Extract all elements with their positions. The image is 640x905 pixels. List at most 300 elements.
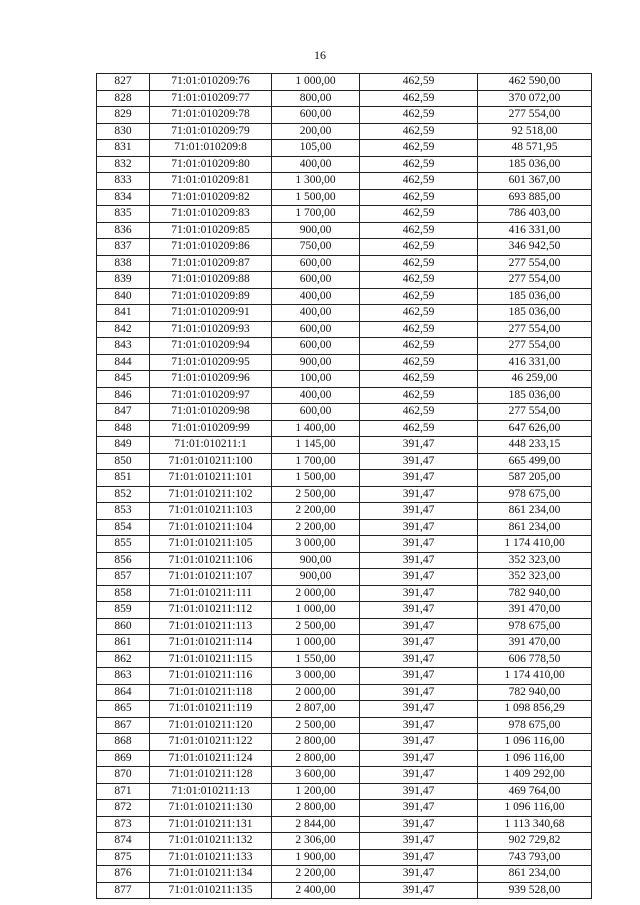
rate-cell: 391,47	[360, 800, 478, 817]
value-cell: 978 675,00	[478, 717, 592, 734]
value-cell: 277 554,00	[478, 107, 592, 124]
value-cell: 185 036,00	[478, 305, 592, 322]
value-cell: 606 778,50	[478, 651, 592, 668]
table-row	[97, 767, 592, 784]
rate-cell: 462,59	[360, 173, 478, 190]
area-cell: 2 200,00	[272, 519, 360, 536]
area-cell: 400,00	[272, 305, 360, 322]
row-number-cell: 861	[97, 635, 150, 652]
area-cell: 600,00	[272, 107, 360, 124]
rate-cell: 462,59	[360, 305, 478, 322]
cadastral-number-cell: 71:01:010211:105	[150, 536, 272, 553]
area-cell: 2 500,00	[272, 486, 360, 503]
area-cell: 2 500,00	[272, 618, 360, 635]
area-cell: 600,00	[272, 255, 360, 272]
value-cell: 1 096 116,00	[478, 800, 592, 817]
row-number-cell: 848	[97, 420, 150, 437]
value-cell: 391 470,00	[478, 602, 592, 619]
cadastral-number-cell: 71:01:010211:111	[150, 585, 272, 602]
cadastral-number-cell: 71:01:010211:132	[150, 833, 272, 850]
rate-cell: 462,59	[360, 255, 478, 272]
area-cell: 2 800,00	[272, 800, 360, 817]
cadastral-number-cell: 71:01:010209:86	[150, 239, 272, 256]
area-cell: 2 800,00	[272, 750, 360, 767]
cadastral-number-cell: 71:01:010209:94	[150, 338, 272, 355]
row-number-cell: 832	[97, 156, 150, 173]
value-cell: 1 098 856,29	[478, 701, 592, 718]
table-row	[97, 321, 592, 338]
rate-cell: 462,59	[360, 189, 478, 206]
area-cell: 2 000,00	[272, 585, 360, 602]
row-number-cell: 857	[97, 569, 150, 586]
area-cell: 1 000,00	[272, 74, 360, 91]
value-cell: 743 793,00	[478, 849, 592, 866]
table-row	[97, 635, 592, 652]
cadastral-number-cell: 71:01:010211:130	[150, 800, 272, 817]
table-row	[97, 519, 592, 536]
rate-cell: 391,47	[360, 767, 478, 784]
table-row	[97, 701, 592, 718]
row-number-cell: 858	[97, 585, 150, 602]
value-cell: 1 174 410,00	[478, 536, 592, 553]
row-number-cell: 872	[97, 800, 150, 817]
value-cell: 352 323,00	[478, 569, 592, 586]
rate-cell: 391,47	[360, 866, 478, 883]
table-row	[97, 90, 592, 107]
area-cell: 200,00	[272, 123, 360, 140]
area-cell: 2 306,00	[272, 833, 360, 850]
rate-cell: 462,59	[360, 123, 478, 140]
rate-cell: 391,47	[360, 486, 478, 503]
row-number-cell: 875	[97, 849, 150, 866]
rate-cell: 462,59	[360, 404, 478, 421]
value-cell: 48 571,95	[478, 140, 592, 157]
cadastral-number-cell: 71:01:010209:81	[150, 173, 272, 190]
area-cell: 400,00	[272, 288, 360, 305]
rate-cell: 462,59	[360, 239, 478, 256]
rate-cell: 391,47	[360, 882, 478, 899]
value-cell: 185 036,00	[478, 156, 592, 173]
row-number-cell: 835	[97, 206, 150, 223]
value-cell: 277 554,00	[478, 255, 592, 272]
value-cell: 861 234,00	[478, 503, 592, 520]
cadastral-number-cell: 71:01:010211:115	[150, 651, 272, 668]
row-number-cell: 833	[97, 173, 150, 190]
row-number-cell: 830	[97, 123, 150, 140]
cadastral-number-cell: 71:01:010211:134	[150, 866, 272, 883]
area-cell: 1 500,00	[272, 189, 360, 206]
table-row	[97, 206, 592, 223]
row-number-cell: 868	[97, 734, 150, 751]
table-row	[97, 272, 592, 289]
value-cell: 978 675,00	[478, 486, 592, 503]
row-number-cell: 859	[97, 602, 150, 619]
value-cell: 448 233,15	[478, 437, 592, 454]
table-row	[97, 338, 592, 355]
cadastral-number-cell: 71:01:010211:118	[150, 684, 272, 701]
area-cell: 900,00	[272, 222, 360, 239]
area-cell: 2 500,00	[272, 717, 360, 734]
table-row	[97, 734, 592, 751]
table-row	[97, 800, 592, 817]
area-cell: 900,00	[272, 552, 360, 569]
table-row	[97, 420, 592, 437]
row-number-cell: 845	[97, 371, 150, 388]
rate-cell: 391,47	[360, 470, 478, 487]
area-cell: 2 200,00	[272, 866, 360, 883]
page-number: 16	[314, 48, 326, 62]
cadastral-number-cell: 71:01:010209:85	[150, 222, 272, 239]
area-cell: 1 145,00	[272, 437, 360, 454]
rate-cell: 391,47	[360, 503, 478, 520]
cadastral-number-cell: 71:01:010211:103	[150, 503, 272, 520]
table-row	[97, 536, 592, 553]
table-row	[97, 437, 592, 454]
row-number-cell: 831	[97, 140, 150, 157]
cadastral-number-cell: 71:01:010209:96	[150, 371, 272, 388]
rate-cell: 391,47	[360, 585, 478, 602]
value-cell: 902 729,82	[478, 833, 592, 850]
row-number-cell: 838	[97, 255, 150, 272]
table-row	[97, 107, 592, 124]
rate-cell: 462,59	[360, 321, 478, 338]
row-number-cell: 863	[97, 668, 150, 685]
row-number-cell: 840	[97, 288, 150, 305]
value-cell: 277 554,00	[478, 321, 592, 338]
rate-cell: 462,59	[360, 387, 478, 404]
table-row	[97, 305, 592, 322]
area-cell: 3 600,00	[272, 767, 360, 784]
value-cell: 277 554,00	[478, 404, 592, 421]
table-row	[97, 569, 592, 586]
row-number-cell: 829	[97, 107, 150, 124]
value-cell: 462 590,00	[478, 74, 592, 91]
value-cell: 185 036,00	[478, 387, 592, 404]
land-plot-table	[96, 73, 592, 899]
value-cell: 939 528,00	[478, 882, 592, 899]
cadastral-number-cell: 71:01:010211:101	[150, 470, 272, 487]
cadastral-number-cell: 71:01:010211:119	[150, 701, 272, 718]
rate-cell: 391,47	[360, 635, 478, 652]
rate-cell: 391,47	[360, 684, 478, 701]
value-cell: 786 403,00	[478, 206, 592, 223]
cadastral-number-cell: 71:01:010211:13	[150, 783, 272, 800]
value-cell: 601 367,00	[478, 173, 592, 190]
rate-cell: 391,47	[360, 536, 478, 553]
cadastral-number-cell: 71:01:010211:106	[150, 552, 272, 569]
rate-cell: 462,59	[360, 156, 478, 173]
rate-cell: 391,47	[360, 668, 478, 685]
cadastral-number-cell: 71:01:010211:131	[150, 816, 272, 833]
cadastral-number-cell: 71:01:010209:79	[150, 123, 272, 140]
row-number-cell: 870	[97, 767, 150, 784]
table-row	[97, 717, 592, 734]
cadastral-number-cell: 71:01:010211:124	[150, 750, 272, 767]
row-number-cell: 864	[97, 684, 150, 701]
cadastral-number-cell: 71:01:010211:120	[150, 717, 272, 734]
rate-cell: 462,59	[360, 107, 478, 124]
row-number-cell: 828	[97, 90, 150, 107]
cadastral-number-cell: 71:01:010209:83	[150, 206, 272, 223]
table-row	[97, 668, 592, 685]
table-row	[97, 816, 592, 833]
value-cell: 1 113 340,68	[478, 816, 592, 833]
rate-cell: 391,47	[360, 437, 478, 454]
rate-cell: 462,59	[360, 74, 478, 91]
table-body	[97, 74, 592, 899]
table-row	[97, 156, 592, 173]
rate-cell: 391,47	[360, 569, 478, 586]
row-number-cell: 874	[97, 833, 150, 850]
cadastral-number-cell: 71:01:010211:104	[150, 519, 272, 536]
rate-cell: 462,59	[360, 338, 478, 355]
area-cell: 600,00	[272, 338, 360, 355]
rate-cell: 391,47	[360, 701, 478, 718]
table-row	[97, 453, 592, 470]
row-number-cell: 834	[97, 189, 150, 206]
cadastral-number-cell: 71:01:010209:98	[150, 404, 272, 421]
cadastral-number-cell: 71:01:010211:107	[150, 569, 272, 586]
table-row	[97, 783, 592, 800]
cadastral-number-cell: 71:01:010211:116	[150, 668, 272, 685]
table-row	[97, 882, 592, 899]
rate-cell: 462,59	[360, 206, 478, 223]
value-cell: 92 518,00	[478, 123, 592, 140]
table-row	[97, 552, 592, 569]
row-number-cell: 849	[97, 437, 150, 454]
cadastral-number-cell: 71:01:010209:89	[150, 288, 272, 305]
area-cell: 900,00	[272, 354, 360, 371]
area-cell: 2 807,00	[272, 701, 360, 718]
row-number-cell: 877	[97, 882, 150, 899]
rate-cell: 462,59	[360, 222, 478, 239]
cadastral-number-cell: 71:01:010211:128	[150, 767, 272, 784]
rate-cell: 391,47	[360, 519, 478, 536]
table-row	[97, 189, 592, 206]
value-cell: 665 499,00	[478, 453, 592, 470]
table-row	[97, 255, 592, 272]
cadastral-number-cell: 71:01:010211:122	[150, 734, 272, 751]
rate-cell: 462,59	[360, 140, 478, 157]
cadastral-number-cell: 71:01:010209:88	[150, 272, 272, 289]
row-number-cell: 847	[97, 404, 150, 421]
value-cell: 352 323,00	[478, 552, 592, 569]
cadastral-number-cell: 71:01:010209:87	[150, 255, 272, 272]
cadastral-number-cell: 71:01:010209:91	[150, 305, 272, 322]
cadastral-number-cell: 71:01:010209:93	[150, 321, 272, 338]
area-cell: 1 700,00	[272, 453, 360, 470]
table-row	[97, 503, 592, 520]
table-row	[97, 222, 592, 239]
area-cell: 900,00	[272, 569, 360, 586]
value-cell: 1 096 116,00	[478, 734, 592, 751]
rate-cell: 391,47	[360, 552, 478, 569]
table-row	[97, 651, 592, 668]
row-number-cell: 844	[97, 354, 150, 371]
row-number-cell: 846	[97, 387, 150, 404]
row-number-cell: 851	[97, 470, 150, 487]
table-row	[97, 74, 592, 91]
area-cell: 1 900,00	[272, 849, 360, 866]
row-number-cell: 854	[97, 519, 150, 536]
cadastral-number-cell: 71:01:010209:77	[150, 90, 272, 107]
cadastral-number-cell: 71:01:010209:78	[150, 107, 272, 124]
area-cell: 1 300,00	[272, 173, 360, 190]
cadastral-number-cell: 71:01:010211:114	[150, 635, 272, 652]
value-cell: 370 072,00	[478, 90, 592, 107]
area-cell: 800,00	[272, 90, 360, 107]
table-row	[97, 470, 592, 487]
area-cell: 3 000,00	[272, 668, 360, 685]
cadastral-number-cell: 71:01:010209:8	[150, 140, 272, 157]
value-cell: 46 259,00	[478, 371, 592, 388]
row-number-cell: 853	[97, 503, 150, 520]
value-cell: 782 940,00	[478, 684, 592, 701]
cadastral-number-cell: 71:01:010211:135	[150, 882, 272, 899]
row-number-cell: 860	[97, 618, 150, 635]
cadastral-number-cell: 71:01:010209:99	[150, 420, 272, 437]
table-row	[97, 173, 592, 190]
table-row	[97, 354, 592, 371]
cadastral-number-cell: 71:01:010211:113	[150, 618, 272, 635]
value-cell: 978 675,00	[478, 618, 592, 635]
value-cell: 861 234,00	[478, 866, 592, 883]
value-cell: 1 096 116,00	[478, 750, 592, 767]
area-cell: 600,00	[272, 404, 360, 421]
table-row	[97, 288, 592, 305]
rate-cell: 462,59	[360, 288, 478, 305]
table-row	[97, 866, 592, 883]
cadastral-number-cell: 71:01:010211:100	[150, 453, 272, 470]
row-number-cell: 869	[97, 750, 150, 767]
rate-cell: 462,59	[360, 420, 478, 437]
table-row	[97, 404, 592, 421]
rate-cell: 391,47	[360, 750, 478, 767]
rate-cell: 391,47	[360, 717, 478, 734]
table-row	[97, 750, 592, 767]
cadastral-number-cell: 71:01:010209:82	[150, 189, 272, 206]
rate-cell: 462,59	[360, 354, 478, 371]
row-number-cell: 855	[97, 536, 150, 553]
rate-cell: 462,59	[360, 272, 478, 289]
area-cell: 400,00	[272, 156, 360, 173]
value-cell: 782 940,00	[478, 585, 592, 602]
table-row	[97, 140, 592, 157]
table-row	[97, 123, 592, 140]
table-row	[97, 833, 592, 850]
row-number-cell: 839	[97, 272, 150, 289]
cadastral-number-cell: 71:01:010211:102	[150, 486, 272, 503]
table-row	[97, 585, 592, 602]
rate-cell: 391,47	[360, 816, 478, 833]
row-number-cell: 827	[97, 74, 150, 91]
area-cell: 2 200,00	[272, 503, 360, 520]
row-number-cell: 856	[97, 552, 150, 569]
area-cell: 750,00	[272, 239, 360, 256]
value-cell: 469 764,00	[478, 783, 592, 800]
value-cell: 346 942,50	[478, 239, 592, 256]
area-cell: 3 000,00	[272, 536, 360, 553]
table-row	[97, 849, 592, 866]
row-number-cell: 862	[97, 651, 150, 668]
value-cell: 277 554,00	[478, 272, 592, 289]
row-number-cell: 865	[97, 701, 150, 718]
row-number-cell: 842	[97, 321, 150, 338]
area-cell: 1 000,00	[272, 635, 360, 652]
rate-cell: 391,47	[360, 833, 478, 850]
table-row	[97, 684, 592, 701]
value-cell: 693 885,00	[478, 189, 592, 206]
area-cell: 1 550,00	[272, 651, 360, 668]
row-number-cell: 850	[97, 453, 150, 470]
area-cell: 1 500,00	[272, 470, 360, 487]
row-number-cell: 873	[97, 816, 150, 833]
rate-cell: 391,47	[360, 618, 478, 635]
rate-cell: 391,47	[360, 602, 478, 619]
area-cell: 2 000,00	[272, 684, 360, 701]
row-number-cell: 836	[97, 222, 150, 239]
row-number-cell: 837	[97, 239, 150, 256]
table-row	[97, 239, 592, 256]
row-number-cell: 867	[97, 717, 150, 734]
value-cell: 861 234,00	[478, 519, 592, 536]
area-cell: 1 700,00	[272, 206, 360, 223]
cadastral-number-cell: 71:01:010209:97	[150, 387, 272, 404]
value-cell: 587 205,00	[478, 470, 592, 487]
rate-cell: 462,59	[360, 371, 478, 388]
row-number-cell: 852	[97, 486, 150, 503]
row-number-cell: 871	[97, 783, 150, 800]
cadastral-number-cell: 71:01:010211:112	[150, 602, 272, 619]
table-row	[97, 486, 592, 503]
area-cell: 2 400,00	[272, 882, 360, 899]
row-number-cell: 841	[97, 305, 150, 322]
value-cell: 416 331,00	[478, 354, 592, 371]
rate-cell: 391,47	[360, 651, 478, 668]
cadastral-number-cell: 71:01:010211:133	[150, 849, 272, 866]
table-row	[97, 618, 592, 635]
cadastral-number-cell: 71:01:010209:80	[150, 156, 272, 173]
rate-cell: 391,47	[360, 734, 478, 751]
area-cell: 2 800,00	[272, 734, 360, 751]
value-cell: 1 174 410,00	[478, 668, 592, 685]
rate-cell: 462,59	[360, 90, 478, 107]
area-cell: 100,00	[272, 371, 360, 388]
row-number-cell: 876	[97, 866, 150, 883]
area-cell: 600,00	[272, 272, 360, 289]
cadastral-number-cell: 71:01:010209:76	[150, 74, 272, 91]
area-cell: 1 200,00	[272, 783, 360, 800]
rate-cell: 391,47	[360, 453, 478, 470]
area-cell: 2 844,00	[272, 816, 360, 833]
area-cell: 400,00	[272, 387, 360, 404]
rate-cell: 391,47	[360, 849, 478, 866]
cadastral-number-cell: 71:01:010211:1	[150, 437, 272, 454]
table-row	[97, 602, 592, 619]
value-cell: 647 626,00	[478, 420, 592, 437]
value-cell: 391 470,00	[478, 635, 592, 652]
row-number-cell: 843	[97, 338, 150, 355]
value-cell: 277 554,00	[478, 338, 592, 355]
value-cell: 185 036,00	[478, 288, 592, 305]
area-cell: 1 000,00	[272, 602, 360, 619]
area-cell: 105,00	[272, 140, 360, 157]
table-row	[97, 371, 592, 388]
value-cell: 416 331,00	[478, 222, 592, 239]
value-cell: 1 409 292,00	[478, 767, 592, 784]
area-cell: 600,00	[272, 321, 360, 338]
table-row	[97, 387, 592, 404]
